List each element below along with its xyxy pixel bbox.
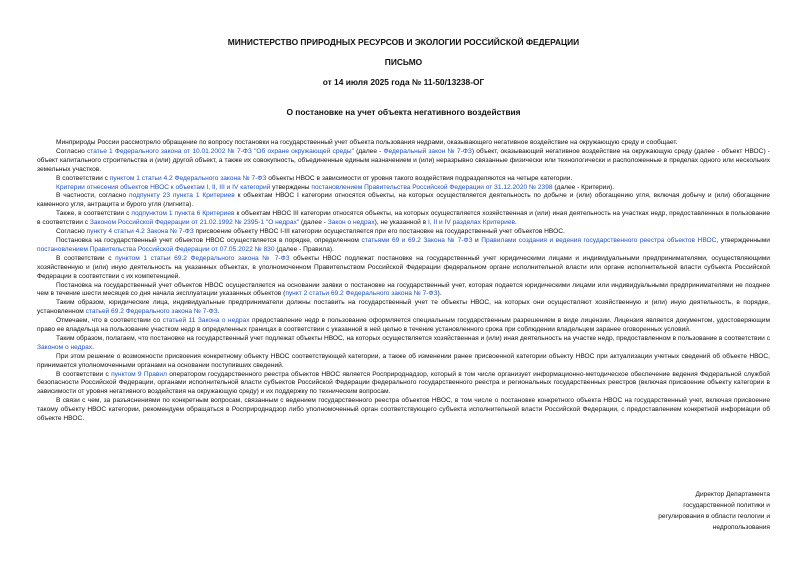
text-segment: В соответствии с bbox=[56, 370, 112, 378]
paragraph-14: При этом решение о возможности присвоения конкретному объекту НВОС соответствующей категории, а также об изменении ранее присвоенной категории объекту НВОС при актуализации учетных сведений об объекте НВОС, принимается уполномоченными органами на основании поступивших сведений. bbox=[37, 352, 770, 369]
signature-line: Директор Департамента bbox=[695, 491, 770, 498]
paragraph-8 bbox=[37, 237, 770, 255]
text-segment: ) объект, оказывающий негативное воздействие на окружающую среду (далее - объект НВОС) - объект капитального строительства и (или) другой объект, а также их совокупность, объединенные единым назначением и (или) неразрывно связанные физически или технологически и расположенные в пределах одного или нескольких земельных участков. bbox=[37, 147, 770, 173]
text-segment: ). bbox=[437, 290, 442, 298]
paragraph-10 bbox=[37, 282, 770, 300]
signature-line: государственной политики и bbox=[683, 502, 770, 509]
text-segment: Согласно bbox=[56, 147, 87, 155]
document-link[interactable]: статьей 11 Закона о недрах bbox=[162, 317, 250, 325]
text-segment: к объектам НВОС I категории относятся объекты, на которых осуществляется деятельность по добыче и (или) обогащению угля, включая добычу и (или) обогащение каменного угля, антрацита и бурого угля (лигнита). bbox=[37, 192, 770, 209]
document-link[interactable]: Законом Российской Федерации от 21.02.1992 № 2395-1 "О недрах" bbox=[89, 219, 300, 227]
paragraph-6 bbox=[37, 210, 770, 228]
document-link[interactable]: статьей 69.2 Федерального закона № 7-ФЗ bbox=[85, 308, 218, 316]
text-segment: Постановка на государственный учет объектов НВОС осуществляется в порядке, определенном bbox=[56, 236, 362, 244]
text-segment: предоставление недр в пользование оформляется специальным государственным разрешением в виде лицензии. Лицензия является документом, удостоверяющим право ее владельца на пользование участком недр в определенных границах в соответствии с указанной в ней целью в течение установленного срока при соблюдении владельцем заранее оговоренных условий. bbox=[37, 317, 771, 334]
text-segment: , утвержденными bbox=[716, 236, 770, 244]
paragraph-11 bbox=[37, 299, 770, 317]
document-link[interactable]: статье 1 Федерального закона от 10.01.2002 № 7-ФЗ "Об охране окружающей среды" bbox=[86, 147, 354, 155]
document-link[interactable]: I, II и IV разделах Критериев bbox=[428, 219, 516, 227]
text-segment: (далее - Критерии). bbox=[552, 183, 615, 191]
document-link[interactable]: Федеральный закон № 7-ФЗ bbox=[383, 147, 472, 155]
paragraph-7 bbox=[37, 228, 770, 237]
document-type: ПИСЬМО bbox=[384, 57, 423, 67]
text-segment: присвоение объекту НВОС I-III категории осуществляется при его постановке на государственный учет объектов НВОС. bbox=[193, 228, 565, 236]
ministry-name: МИНИСТЕРСТВО ПРИРОДНЫХ РЕСУРСОВ И ЭКОЛОГИИ РОССИЙСКОЙ ФЕДЕРАЦИИ bbox=[227, 37, 580, 47]
document-body bbox=[37, 139, 770, 424]
document-link[interactable]: пункт 2 статьи 69.2 Федерального закона № 7-ФЗ bbox=[285, 290, 438, 298]
text-segment: утверждены bbox=[270, 183, 312, 191]
document-title: О постановке на учет объекта негативного воздействия bbox=[286, 107, 521, 117]
signature-line: регулирования в области геологии и bbox=[658, 513, 770, 520]
text-segment: . bbox=[92, 343, 94, 351]
document-link[interactable]: Правилами создания и ведения государственного реестра объектов НВОС bbox=[481, 236, 717, 244]
document-link[interactable]: подпункту 23 пункта 1 Критериев bbox=[129, 192, 235, 200]
signature-block bbox=[658, 489, 770, 533]
text-segment: объекты НВОС подлежат постановке на государственный учет юридическими лицами и индивидуальными предпринимателями, осуществляющими хозяйственную и (или) иную деятельность на указанных объектах, в уполномоченном Правительством Российской Федерации федеральном органе исполнительной власти или органе исполнительной власти субъекта Российской Федерации в соответствии с их компетенцией. bbox=[37, 254, 770, 280]
text-segment: и bbox=[472, 236, 482, 244]
text-segment: Таким образом, полагаем, что постановке на государственный учет подлежат объекты НВОС, на которых осуществляется хозяйственная и (или) иная деятельность на участке недр, предоставленном в пользование в соответствии с bbox=[56, 334, 770, 342]
paragraph-15 bbox=[37, 371, 770, 398]
text-segment: . bbox=[217, 308, 220, 316]
document-link[interactable]: постановлением Правительства Российской Федерации от 31.12.2020 № 2398 bbox=[311, 183, 553, 191]
text-segment: к объектам НВОС III категории относятся объекты, на которых осуществляется хозяйственная и (или) иная деятельность на участках недр, предоставленных в пользование в соответствии с bbox=[37, 210, 770, 227]
text-segment: В соответствии с bbox=[56, 254, 116, 262]
document-link[interactable]: Законом о недрах bbox=[37, 343, 93, 351]
paragraph-9 bbox=[37, 255, 770, 282]
text-segment: Также, в соответствии с bbox=[56, 210, 132, 218]
document-link[interactable]: пунктом 1 статьи 69.2 Федерального закона № 7-ФЗ bbox=[115, 254, 290, 262]
text-segment: (далее - Правила). bbox=[274, 245, 334, 253]
text-segment: (далее - bbox=[353, 147, 384, 155]
document-link[interactable]: Закон о недрах bbox=[327, 219, 375, 227]
text-segment: Отмечаем, что в соответствии со bbox=[56, 317, 163, 325]
document-link[interactable]: пунктом 1 статьи 4.2 Федерального закона № 7-ФЗ bbox=[109, 174, 267, 182]
paragraph-13 bbox=[37, 335, 770, 353]
text-segment: оператором государственного реестра объектов НВОС является Росприроднадзор, который в том числе организует информационно-методическое обеспечение ведения Федеральной службой безопасности Российской Федерации, органами исполнительной власти субъектов Российской Федерации федерального государственного реестра и региональных государственных реестров (включая присвоение объекту категории в зависимости от уровня негативного воздействия на окружающую среду) и их поддержку по техническим вопросам. bbox=[37, 370, 770, 396]
text-segment: В частности, согласно bbox=[56, 192, 129, 200]
paragraph-16: В связи с чем, за разъяснениями по конкретным вопросам, связанным с ведением государственного реестра объектов НВОС, в том числе о постановке конкретного объекта НВОС на государственный учет, включая присвоение такому объекту НВОС категории, рекомендуем обращаться в Росприроднадзор либо уполномоченный орган соответствующего субъекта исполнительной власти Российской Федерации, с предоставлением конкретной информации об объекте НВОС. bbox=[37, 397, 770, 423]
paragraph-3 bbox=[37, 175, 770, 184]
text-segment: В соответствии с bbox=[56, 174, 110, 182]
text-segment: ), не указанной в bbox=[374, 219, 429, 227]
text-segment: (далее - bbox=[299, 219, 328, 227]
document-date-number: от 14 июля 2025 года № 11-50/13238-ОГ bbox=[322, 77, 485, 87]
document-link[interactable]: Критерии отнесения объектов НВОС к объектам I, II, III и IV категорий bbox=[56, 183, 271, 191]
document-link[interactable]: постановлением Правительства Российской Федерации от 07.05.2022 № 830 bbox=[37, 245, 275, 253]
text-segment: Постановка на государственный учет объектов НВОС осуществляется на основании заявки о постановке на государственный учет, которая подается юридическими лицами или индивидуальными предпринимателями не позднее чем в течение шести месяцев со дня начала эксплуатации указанных объектов ( bbox=[37, 281, 770, 298]
text-segment: . bbox=[515, 219, 517, 227]
text-segment: Таким образом, юридические лица, индивидуальные предприниматели должны поставить на государственный учет те объекты НВОС, на которых они осуществляют хозяйственную и (или) иную деятельность, в порядке, установленном bbox=[37, 299, 770, 316]
signature-line: недропользования bbox=[712, 524, 770, 531]
document-link[interactable]: пунктом 9 Правил bbox=[111, 370, 167, 378]
paragraph-1: Минприроды России рассмотрело обращение по вопросу постановки на государственный учет объекта пользования недрами, оказывающего негативное воздействие на окружающую среду и сообщает. bbox=[56, 139, 678, 146]
text-segment: Согласно bbox=[56, 228, 87, 236]
document-link[interactable]: подпунктом 1 пункта 6 Критериев bbox=[131, 210, 235, 218]
paragraph-5 bbox=[37, 192, 770, 210]
paragraph-12 bbox=[37, 317, 770, 335]
paragraph-2 bbox=[37, 148, 770, 175]
text-segment: объекты НВОС в зависимости от уровня такого воздействия подразделяются на четыре категории. bbox=[266, 174, 573, 182]
document-link[interactable]: пункту 4 статьи 4.2 Закона № 7-ФЗ bbox=[86, 228, 194, 236]
document-link[interactable]: статьями 69 и 69.2 Закона № 7-ФЗ bbox=[361, 236, 473, 244]
